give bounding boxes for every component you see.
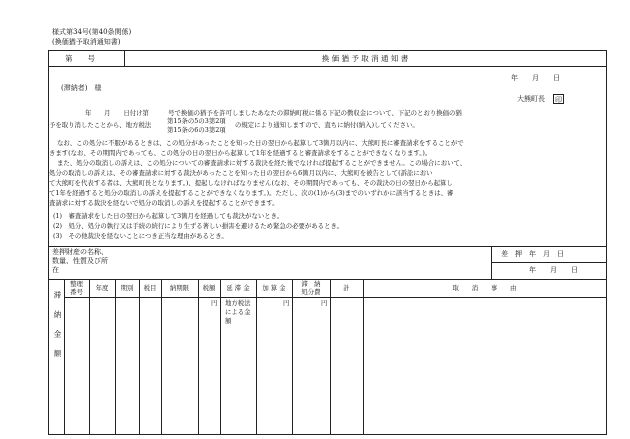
- header-nendo: 年度: [95, 284, 109, 292]
- unit-zeigaku-yen: 円: [211, 299, 218, 307]
- para3-line-4: て1年を経過すると処分の取消しの訴えを提起することができなくなります。)。ただし、次の(1)から(3)までのいずれかに該当するときは、審: [49, 189, 454, 197]
- form-caption: (換価猶予取消通知書): [52, 38, 121, 46]
- document-title: 換 価 猶 予 取 消 通 知 書: [321, 54, 409, 63]
- issuer-name: 大熊町長: [517, 95, 545, 103]
- header-seiri-1: 整理: [70, 280, 83, 288]
- header-zeimoku: 税目: [143, 284, 157, 292]
- entaikin-note-2: による金: [225, 308, 251, 316]
- seizure-date-value: 年 月 日: [529, 266, 578, 274]
- body-line-2b: の規定により通知しますので、直ちに納付(納入)してください。: [235, 121, 419, 129]
- body-line-2a: 予を取り消したことから、地方税法: [49, 121, 152, 129]
- property-label-line-3: 在: [52, 266, 59, 274]
- side-char-2: 納: [53, 310, 62, 330]
- header-shobunhi-2: 処分費: [301, 288, 321, 296]
- para3-line-1: また、処分の取消しの訴えは、この処分についての審査請求に対する裁決を経た後でなければ提起することができません。この場合において、: [57, 159, 467, 167]
- item-2: (2) 処分、処分の執行又は手続の続行により生ずる著しい損害を避けるため緊急の必要があるとき。: [53, 222, 343, 230]
- header-torikeshi-jiyu: 取 消 事 由: [452, 284, 517, 292]
- unit-shobunhi-yen: 円: [321, 299, 328, 307]
- addressee-line: (滞納者) 様: [61, 84, 102, 92]
- item-1: (1) 審査請求をした日の翌日から起算して3箇月を経過しても裁決がないとき。: [53, 212, 284, 220]
- side-label-overdue-amount: [52, 291, 63, 431]
- header-kasanzei: 加 算 金: [262, 284, 286, 292]
- header-kei: 計: [343, 284, 350, 292]
- law-ref-2: 第15条の6の3第2項: [167, 126, 226, 134]
- header-kibetsu: 期別: [120, 284, 134, 292]
- law-ref-1: 第15条の5の3第2項: [167, 117, 226, 125]
- side-char-1: 滞: [53, 291, 62, 311]
- side-char-4: 額: [53, 349, 62, 369]
- para3-line-2: 処分の取消しの訴えは、その審査請求に対する裁決があったことを知った日の翌日から6箇月以内に、大熊町を被告として(訴訟におい: [49, 169, 433, 177]
- para3-line-3: て大熊町を代表する者は、大熊町長となります。)、提起しなければなりません(なお、その期間内であっても、その裁決の日の翌日から起算し: [49, 179, 453, 187]
- entaikin-note-1: 地方税法: [225, 299, 251, 307]
- header-entaikin: 延 滞 金: [226, 284, 250, 292]
- property-label-line-2: 数量、性質及び所: [52, 257, 108, 265]
- item-3: (3) その他裁決を経ないことにつき正当な理由があるとき。: [53, 232, 228, 240]
- para2-line-2: きます(なお、その期間内であっても、この処分の日の翌日から起算して1年を経過すると審査請求をすることができなくなります。)。: [49, 149, 432, 157]
- entaikin-note-3: 額: [225, 317, 232, 325]
- header-zeigaku: 税額: [202, 284, 216, 292]
- seal-mark: 印: [555, 96, 562, 104]
- notice-form: [48, 50, 607, 435]
- para3-line-5: 査請求に対する裁決を経ないで処分の取消しの訴えを提起することができます。: [49, 199, 279, 207]
- header-seiri-2: 番号: [70, 288, 83, 296]
- issue-date: 年 月 日: [511, 74, 560, 82]
- property-label-line-1: 差押財産の名称、: [52, 248, 108, 256]
- body-line-1: 年 月 日付け第 号で換価の猶予を許可しましたあなたの滞納町税に係る下記の徴収金について、下記のとおり換価の猶: [85, 109, 462, 117]
- unit-kasanzei-yen: 円: [283, 299, 290, 307]
- seizure-date-label: 差 押 年 月 日: [501, 250, 564, 258]
- para2-line-1: なお、この処分に不服があるときは、この処分があったことを知った日の翌日から起算して3箇月以内に、大熊町長に審査請求をすることがで: [57, 139, 464, 147]
- document-number-label: 第 号: [65, 54, 95, 63]
- side-char-3: 金: [53, 330, 62, 350]
- header-nokigen: 納期限: [169, 284, 190, 292]
- form-number: 様式第34号(第40条関係): [52, 28, 132, 36]
- header-shobunhi-1: 滞 納: [301, 280, 321, 288]
